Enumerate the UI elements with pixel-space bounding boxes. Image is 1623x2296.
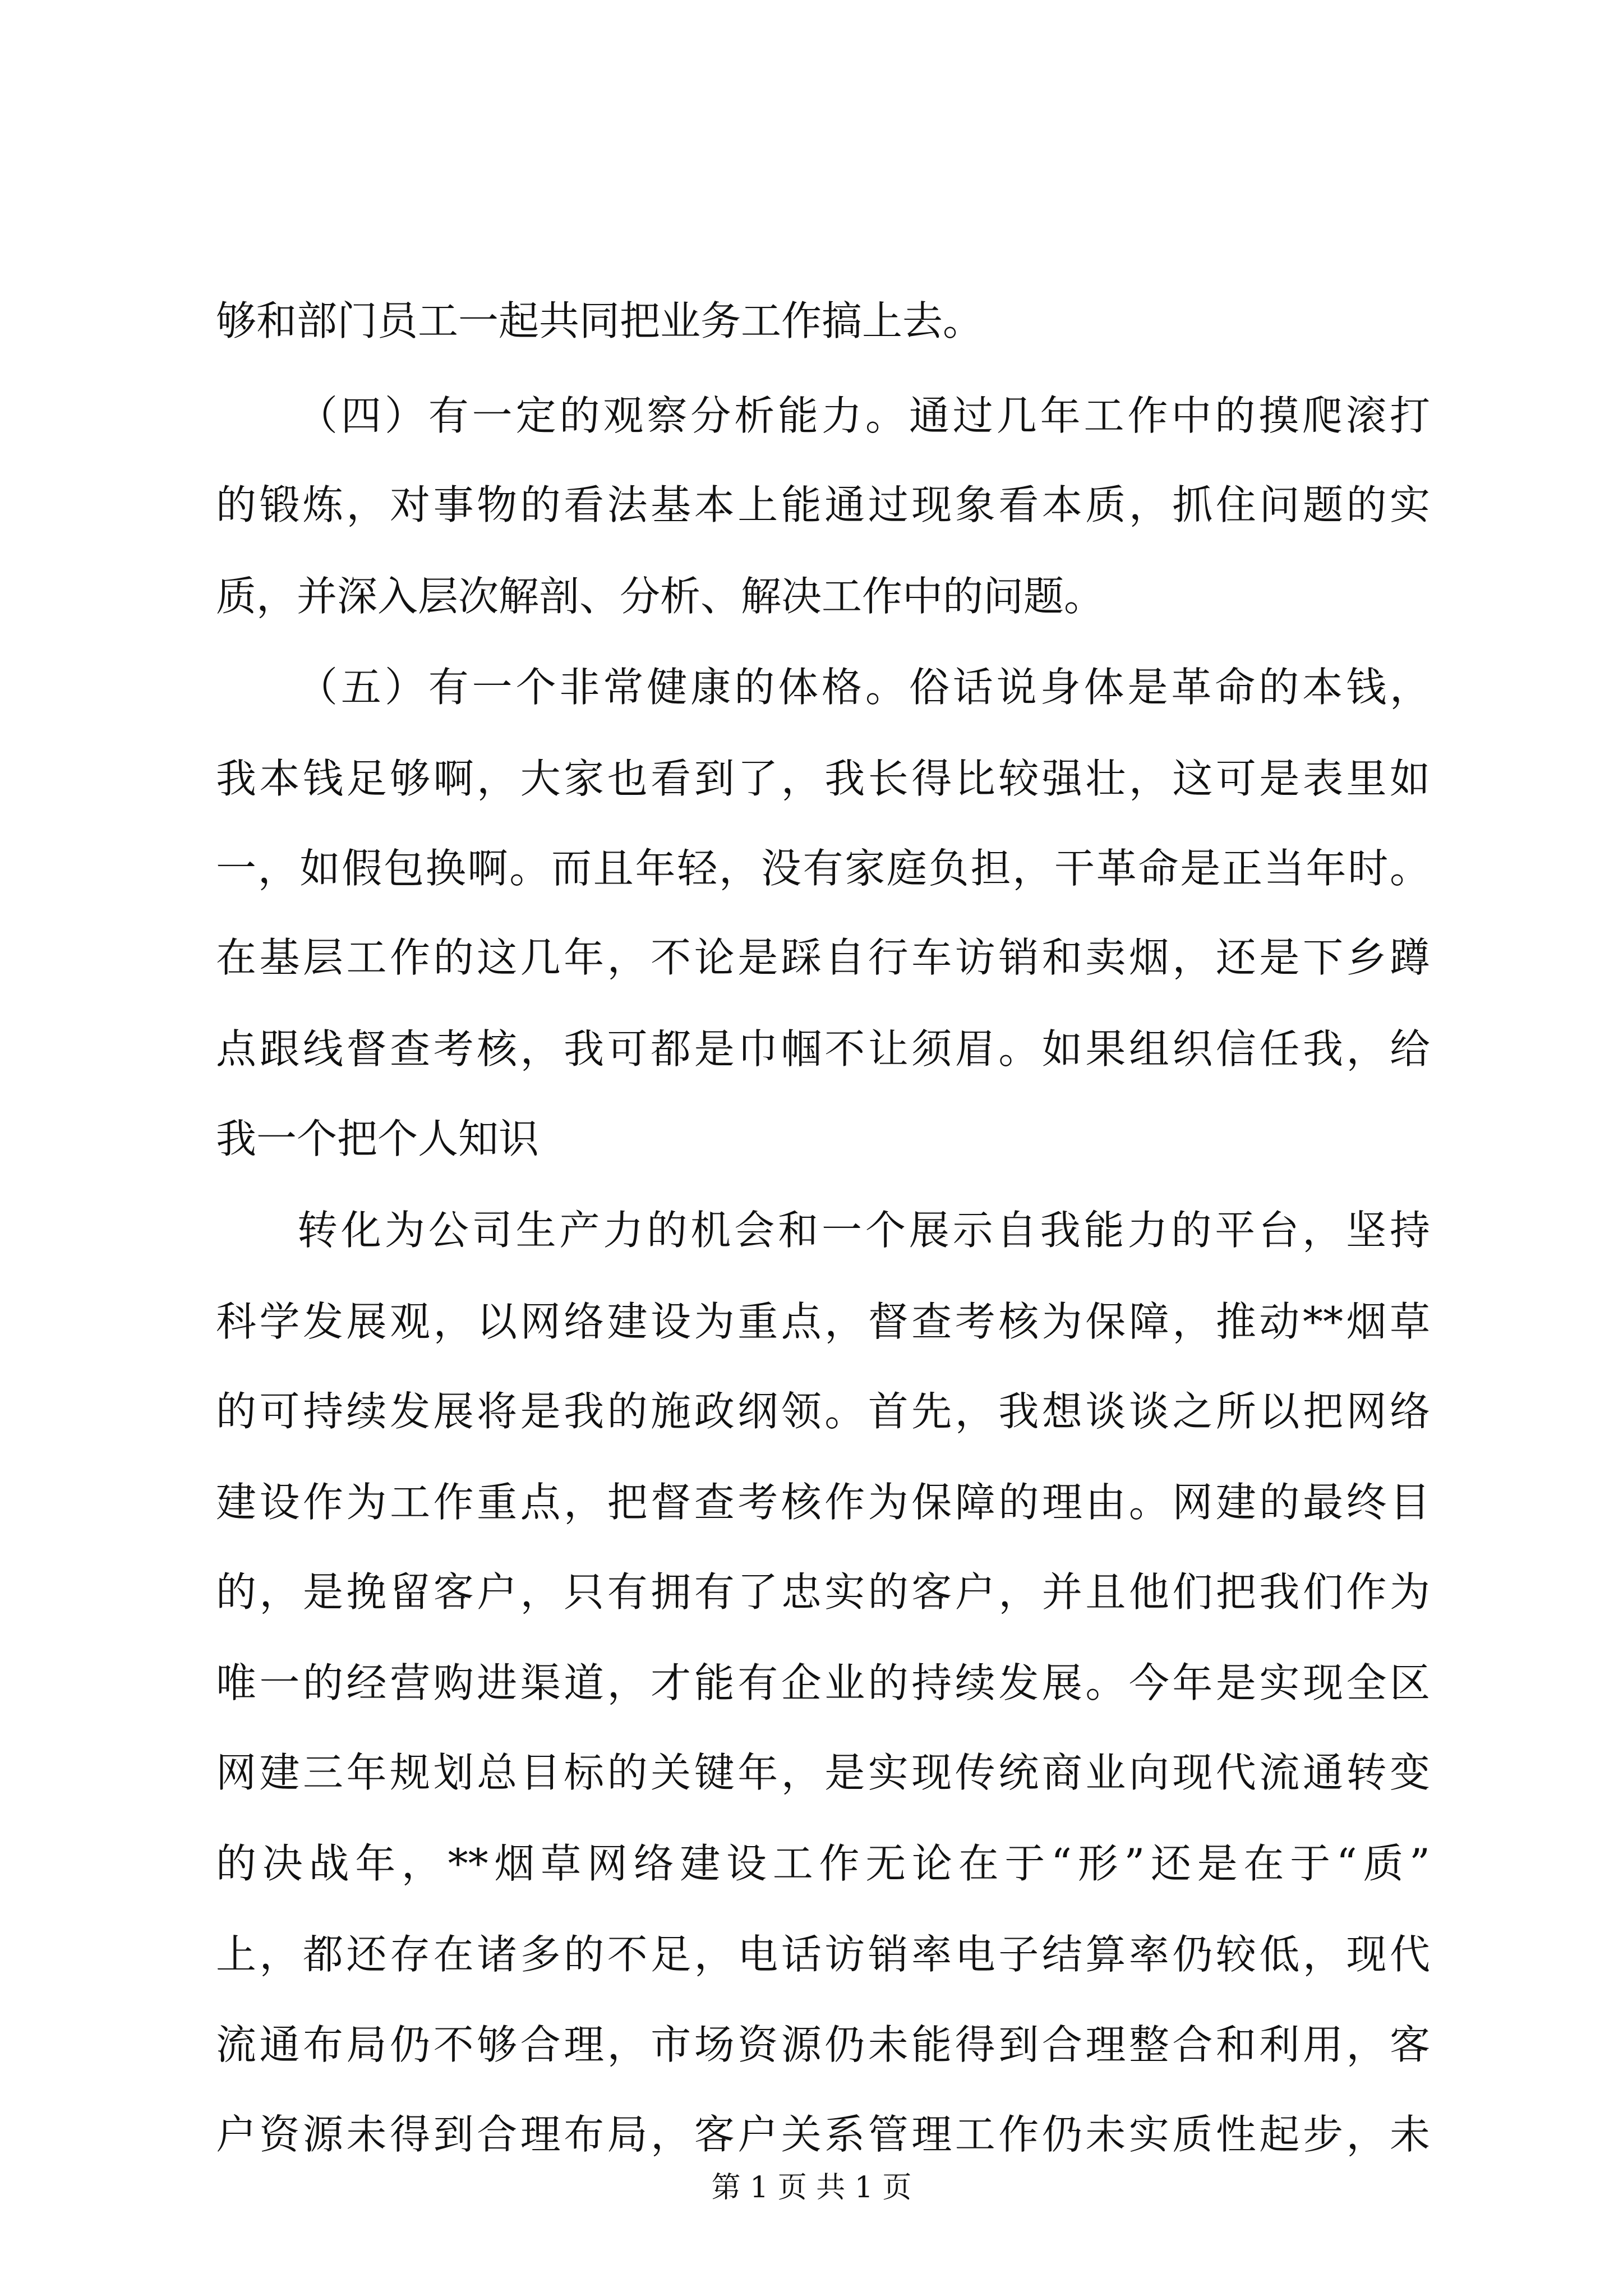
- text-line-19: 上，都还存在诸多的不足，电话访销率电子结算率仍较低，现代: [216, 1931, 1430, 1978]
- text-line-07: 一，如假包换啊。而且年轻，没有家庭负担，干革命是正当年时。: [216, 845, 1430, 892]
- text-line-17: 网建三年规划总目标的关键年，是实现传统商业向现代流通转变: [216, 1749, 1430, 1796]
- page-number-footer: 第 1 页 共 1 页: [711, 2171, 912, 2205]
- text-line-08: 在基层工作的这几年，不论是踩自行车访销和卖烟，还是下乡蹲: [216, 934, 1430, 981]
- text-line-05: （五）有一个非常健康的体格。俗话说身体是革命的本钱，: [297, 664, 1430, 711]
- text-line-20: 流通布局仍不够合理，市场资源仍未能得到合理整合和利用，客: [216, 2021, 1430, 2068]
- text-line-18: 的决战年，**烟草网络建设工作无论在于“形”还是在于“质”: [216, 1840, 1430, 1887]
- text-line-10: 我一个把个人知识: [216, 1115, 540, 1162]
- text-line-16: 唯一的经营购进渠道，才能有企业的持续发展。今年是实现全区: [216, 1659, 1430, 1706]
- text-line-14: 建设作为工作重点，把督查考核作为保障的理由。网建的最终目: [216, 1479, 1430, 1526]
- text-line-21: 户资源未得到合理布局，客户关系管理工作仍未实质性起步，未: [216, 2111, 1430, 2158]
- text-line-03: 的锻炼，对事物的看法基本上能通过现象看本质，抓住问题的实: [216, 481, 1430, 528]
- text-line-04: 质，并深入层次解剖、分析、解决工作中的问题。: [216, 573, 1105, 620]
- text-line-06: 我本钱足够啊，大家也看到了，我长得比较强壮，这可是表里如: [216, 755, 1430, 802]
- text-line-11: 转化为公司生产力的机会和一个展示自我能力的平台，坚持: [297, 1207, 1430, 1254]
- text-line-15: 的，是挽留客户，只有拥有了忠实的客户，并且他们把我们作为: [216, 1568, 1430, 1616]
- text-line-02: （四）有一定的观察分析能力。通过几年工作中的摸爬滚打: [297, 392, 1430, 439]
- text-line-13: 的可持续发展将是我的施政纲领。首先，我想谈谈之所以把网络: [216, 1388, 1430, 1435]
- text-line-01: 够和部门员工一起共同把业务工作搞上去。: [216, 297, 984, 344]
- text-line-09: 点跟线督查考核，我可都是巾帼不让须眉。如果组织信任我，给: [216, 1025, 1430, 1073]
- text-line-12: 科学发展观，以网络建设为重点，督查考核为保障，推动**烟草: [216, 1298, 1430, 1345]
